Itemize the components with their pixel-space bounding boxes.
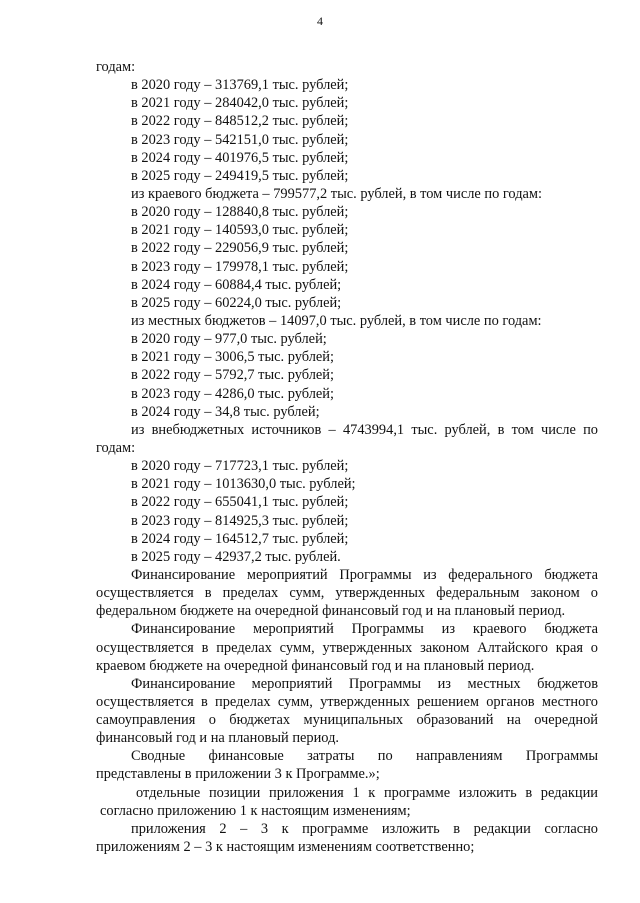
- text-line: Финансирование мероприятий Программы из федерального бюджета: [131, 566, 598, 583]
- text-line: осуществляется в пределах сумм, утвержденных федеральным законом о: [96, 585, 598, 602]
- text-line: в 2023 году – 179978,1 тыс. рублей;: [131, 258, 349, 275]
- text-line: из краевого бюджета – 799577,2 тыс. рублей, в том числе по годам:: [131, 185, 543, 202]
- text-line: в 2023 году – 4286,0 тыс. рублей;: [131, 385, 334, 402]
- text-line: в 2020 году – 977,0 тыс. рублей;: [131, 331, 327, 348]
- text-line: в 2025 году – 249419,5 тыс. рублей;: [131, 167, 349, 184]
- text-line: в 2022 году – 229056,9 тыс. рублей;: [131, 240, 349, 257]
- text-line: Финансирование мероприятий Программы из местных бюджетов: [131, 675, 598, 692]
- text-line: в 2021 году – 3006,5 тыс. рублей;: [131, 349, 334, 366]
- text-line: самоуправления о бюджетах муниципальных образований на очередной: [96, 712, 598, 729]
- text-line: отдельные позиции приложения 1 к программе изложить в редакции: [136, 784, 598, 801]
- text-line: в 2021 году – 140593,0 тыс. рублей;: [131, 222, 349, 239]
- text-line: в 2022 году – 848512,2 тыс. рублей;: [131, 113, 349, 130]
- text-line: в 2024 году – 34,8 тыс. рублей;: [131, 403, 320, 420]
- text-line: годам:: [96, 439, 136, 456]
- text-line: в 2025 году – 42937,2 тыс. рублей.: [131, 548, 341, 565]
- text-line: Финансирование мероприятий Программы из краевого бюджета: [131, 621, 598, 638]
- document-body: [96, 58, 598, 856]
- text-line: в 2024 году – 60884,4 тыс. рублей;: [131, 276, 342, 293]
- text-line: из внебюджетных источников – 4743994,1 тыс. рублей, в том числе по: [131, 421, 598, 438]
- text-line: краевом бюджете на очередной финансовый год и на плановый период.: [96, 657, 535, 674]
- text-line: в 2023 году – 814925,3 тыс. рублей;: [131, 512, 349, 529]
- text-line: в 2021 году – 284042,0 тыс. рублей;: [131, 95, 349, 112]
- text-line: в 2020 году – 313769,1 тыс. рублей;: [131, 77, 349, 94]
- text-line: годам:: [96, 59, 136, 75]
- text-line: представлены в приложении 3 к Программе.»;: [96, 766, 380, 783]
- text-line: федеральном бюджете на очередной финансовый год и на плановый период.: [96, 603, 566, 620]
- text-line: в 2025 году – 60224,0 тыс. рублей;: [131, 294, 342, 311]
- text-line: в 2023 году – 542151,0 тыс. рублей;: [131, 131, 349, 148]
- text-line: в 2024 году – 401976,5 тыс. рублей;: [131, 149, 349, 166]
- text-line: финансовый год и на плановый период.: [96, 730, 340, 747]
- text-line: приложениям 2 – 3 к настоящим изменениям соответственно;: [96, 839, 475, 856]
- text-line: в 2020 году – 717723,1 тыс. рублей;: [131, 458, 349, 475]
- text-line: в 2022 году – 655041,1 тыс. рублей;: [131, 494, 349, 511]
- text-line: осуществляется в пределах сумм, утвержденных законом Алтайского края о: [96, 639, 598, 656]
- text-line: в 2021 году – 1013630,0 тыс. рублей;: [131, 476, 356, 493]
- text-line: из местных бюджетов – 14097,0 тыс. рублей, в том числе по годам:: [131, 312, 542, 329]
- text-line: приложения 2 – 3 к программе изложить в редакции согласно: [131, 820, 598, 837]
- text-line: в 2024 году – 164512,7 тыс. рублей;: [131, 530, 349, 547]
- text-line: осуществляется в пределах сумм, утвержденных решением органов местного: [96, 693, 598, 710]
- page-number: 4: [317, 14, 323, 28]
- text-line: Сводные финансовые затраты по направлениям Программы: [131, 748, 598, 765]
- text-line: в 2022 году – 5792,7 тыс. рублей;: [131, 367, 334, 384]
- text-line: в 2020 году – 128840,8 тыс. рублей;: [131, 204, 349, 221]
- text-line: согласно приложению 1 к настоящим изменениям;: [100, 802, 411, 819]
